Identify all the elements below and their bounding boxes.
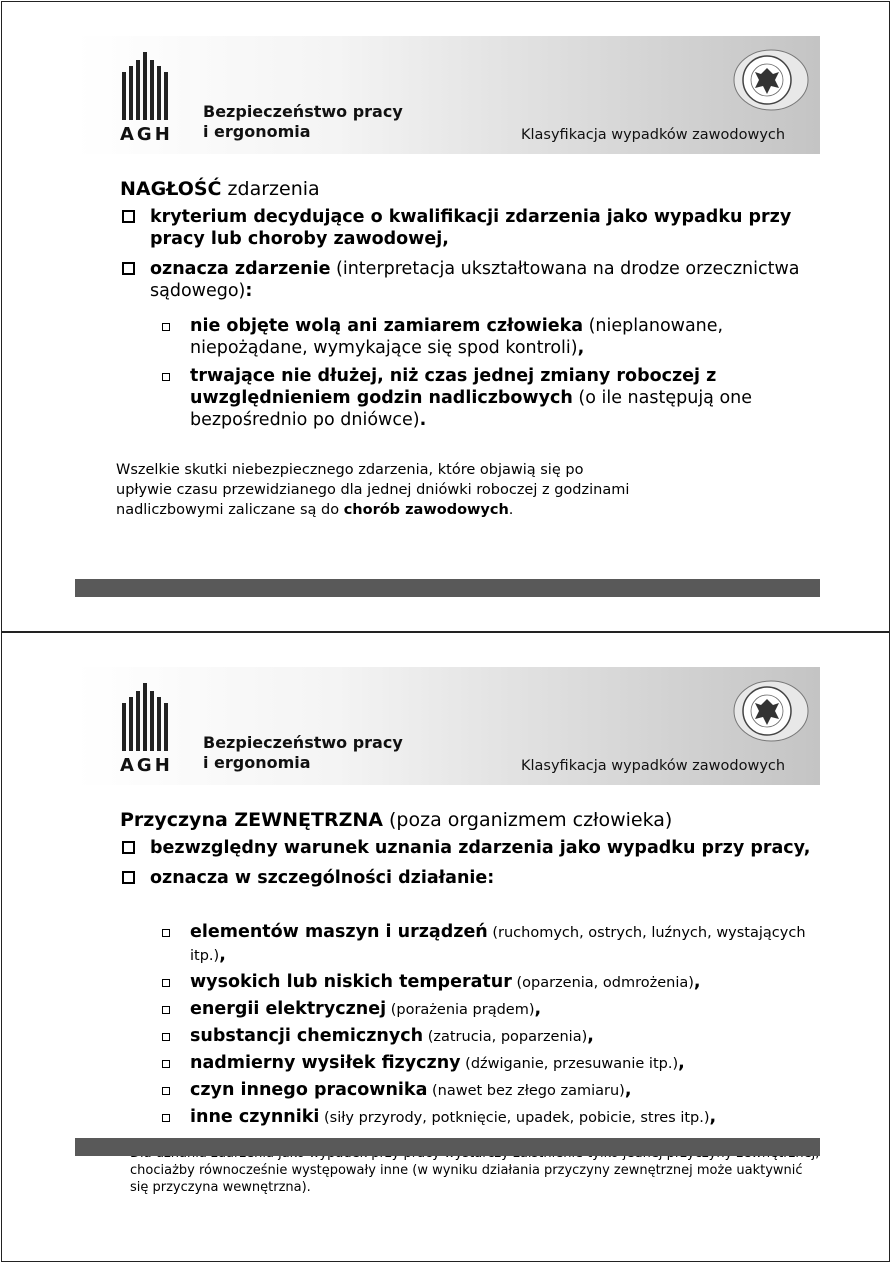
footer-bar [75, 1138, 820, 1156]
bullet-item: oznacza w szczególności działanie: [120, 867, 829, 889]
logo-text: AGH [120, 755, 173, 776]
eagle-seal-icon [731, 679, 809, 743]
footnote: Wszelkie skutki niebezpiecznego zdarzenia, które objawią się po upływie czasu przewidzianego dla jednej dniówki roboczej z godzinami nadliczbowymi zaliczane są do chorób zawodowych. [116, 462, 630, 518]
sub-bullet-item: nie objęte wolą ani zamiarem człowieka (nieplanowane, niepożądane, wymykające się spod kontroli), [120, 315, 829, 359]
square-bullet-icon [162, 979, 170, 987]
footnote: chociażby równocześnie występowały inne (w wyniku działania przyczyny zewnętrznej może uaktywnić się przyczyna wewnętrzna). [130, 1163, 803, 1195]
square-bullet-icon [162, 1060, 170, 1068]
bullet-item: bezwzględny warunek uznania zdarzenia jako wypadku przy pracy, [120, 837, 829, 859]
slide-header [75, 36, 820, 154]
slide-1 [1, 1, 890, 632]
square-bullet-icon [162, 929, 170, 937]
course-title: Bezpieczeństwo pracy i ergonomia [203, 102, 403, 141]
sub-bullet-item: energii elektrycznej (porażenia prądem), [120, 998, 829, 1021]
sub-bullet-item: czyn innego pracownika (nawet bez złego zamiaru), [120, 1079, 829, 1102]
topic-title: Klasyfikacja wypadków zawodowych [521, 127, 786, 143]
bullet-item: oznacza zdarzenie (interpretacja ukształtowana na drodze orzecznictwa sądowego): [120, 258, 829, 302]
slide-title: Przyczyna ZEWNĘTRZNA (poza organizmem człowieka) [120, 809, 673, 831]
slide-body [120, 178, 829, 310]
square-bullet-icon [162, 323, 170, 331]
sub-bullet-item: wysokich lub niskich temperatur (oparzenia, odmrożenia), [120, 971, 829, 994]
checkbox-bullet-icon [122, 262, 135, 275]
sub-bullet-item: substancji chemicznych (zatrucia, poparzenia), [120, 1025, 829, 1048]
square-bullet-icon [162, 1114, 170, 1122]
course-title: Bezpieczeństwo pracy i ergonomia [203, 733, 403, 772]
square-bullet-icon [162, 373, 170, 381]
eagle-seal-icon [731, 48, 809, 112]
square-bullet-icon [162, 1087, 170, 1095]
slide-2 [1, 632, 890, 1262]
sub-list [120, 921, 829, 1133]
footer-bar [75, 579, 820, 597]
logo-text: AGH [120, 124, 173, 145]
sub-bullet-item: elementów maszyn i urządzeń (ruchomych, ostrych, luźnych, wystających itp.), [120, 921, 829, 967]
sub-bullet-item: inne czynniki (siły przyrody, potknięcie, upadek, pobicie, stres itp.), [120, 1106, 829, 1129]
slide-header [75, 667, 820, 785]
square-bullet-icon [162, 1006, 170, 1014]
checkbox-bullet-icon [122, 841, 135, 854]
slide-title: NAGŁOŚĆ zdarzenia [120, 178, 320, 200]
square-bullet-icon [162, 1033, 170, 1041]
checkbox-bullet-icon [122, 210, 135, 223]
topic-title: Klasyfikacja wypadków zawodowych [521, 758, 786, 774]
sub-bullet-item: nadmierny wysiłek fizyczny (dźwiganie, przesuwanie itp.), [120, 1052, 829, 1075]
checkbox-bullet-icon [122, 871, 135, 884]
sub-bullet-item: trwające nie dłużej, niż czas jednej zmiany roboczej z uwzględnieniem godzin nadliczbowych (o ile następują one bezpośrednio po dniówce). [120, 365, 829, 431]
bullet-item: kryterium decydujące o kwalifikacji zdarzenia jako wypadku przy pracy lub choroby zawodowej, [120, 206, 829, 250]
slide-body [120, 809, 829, 897]
sub-list [120, 315, 829, 437]
